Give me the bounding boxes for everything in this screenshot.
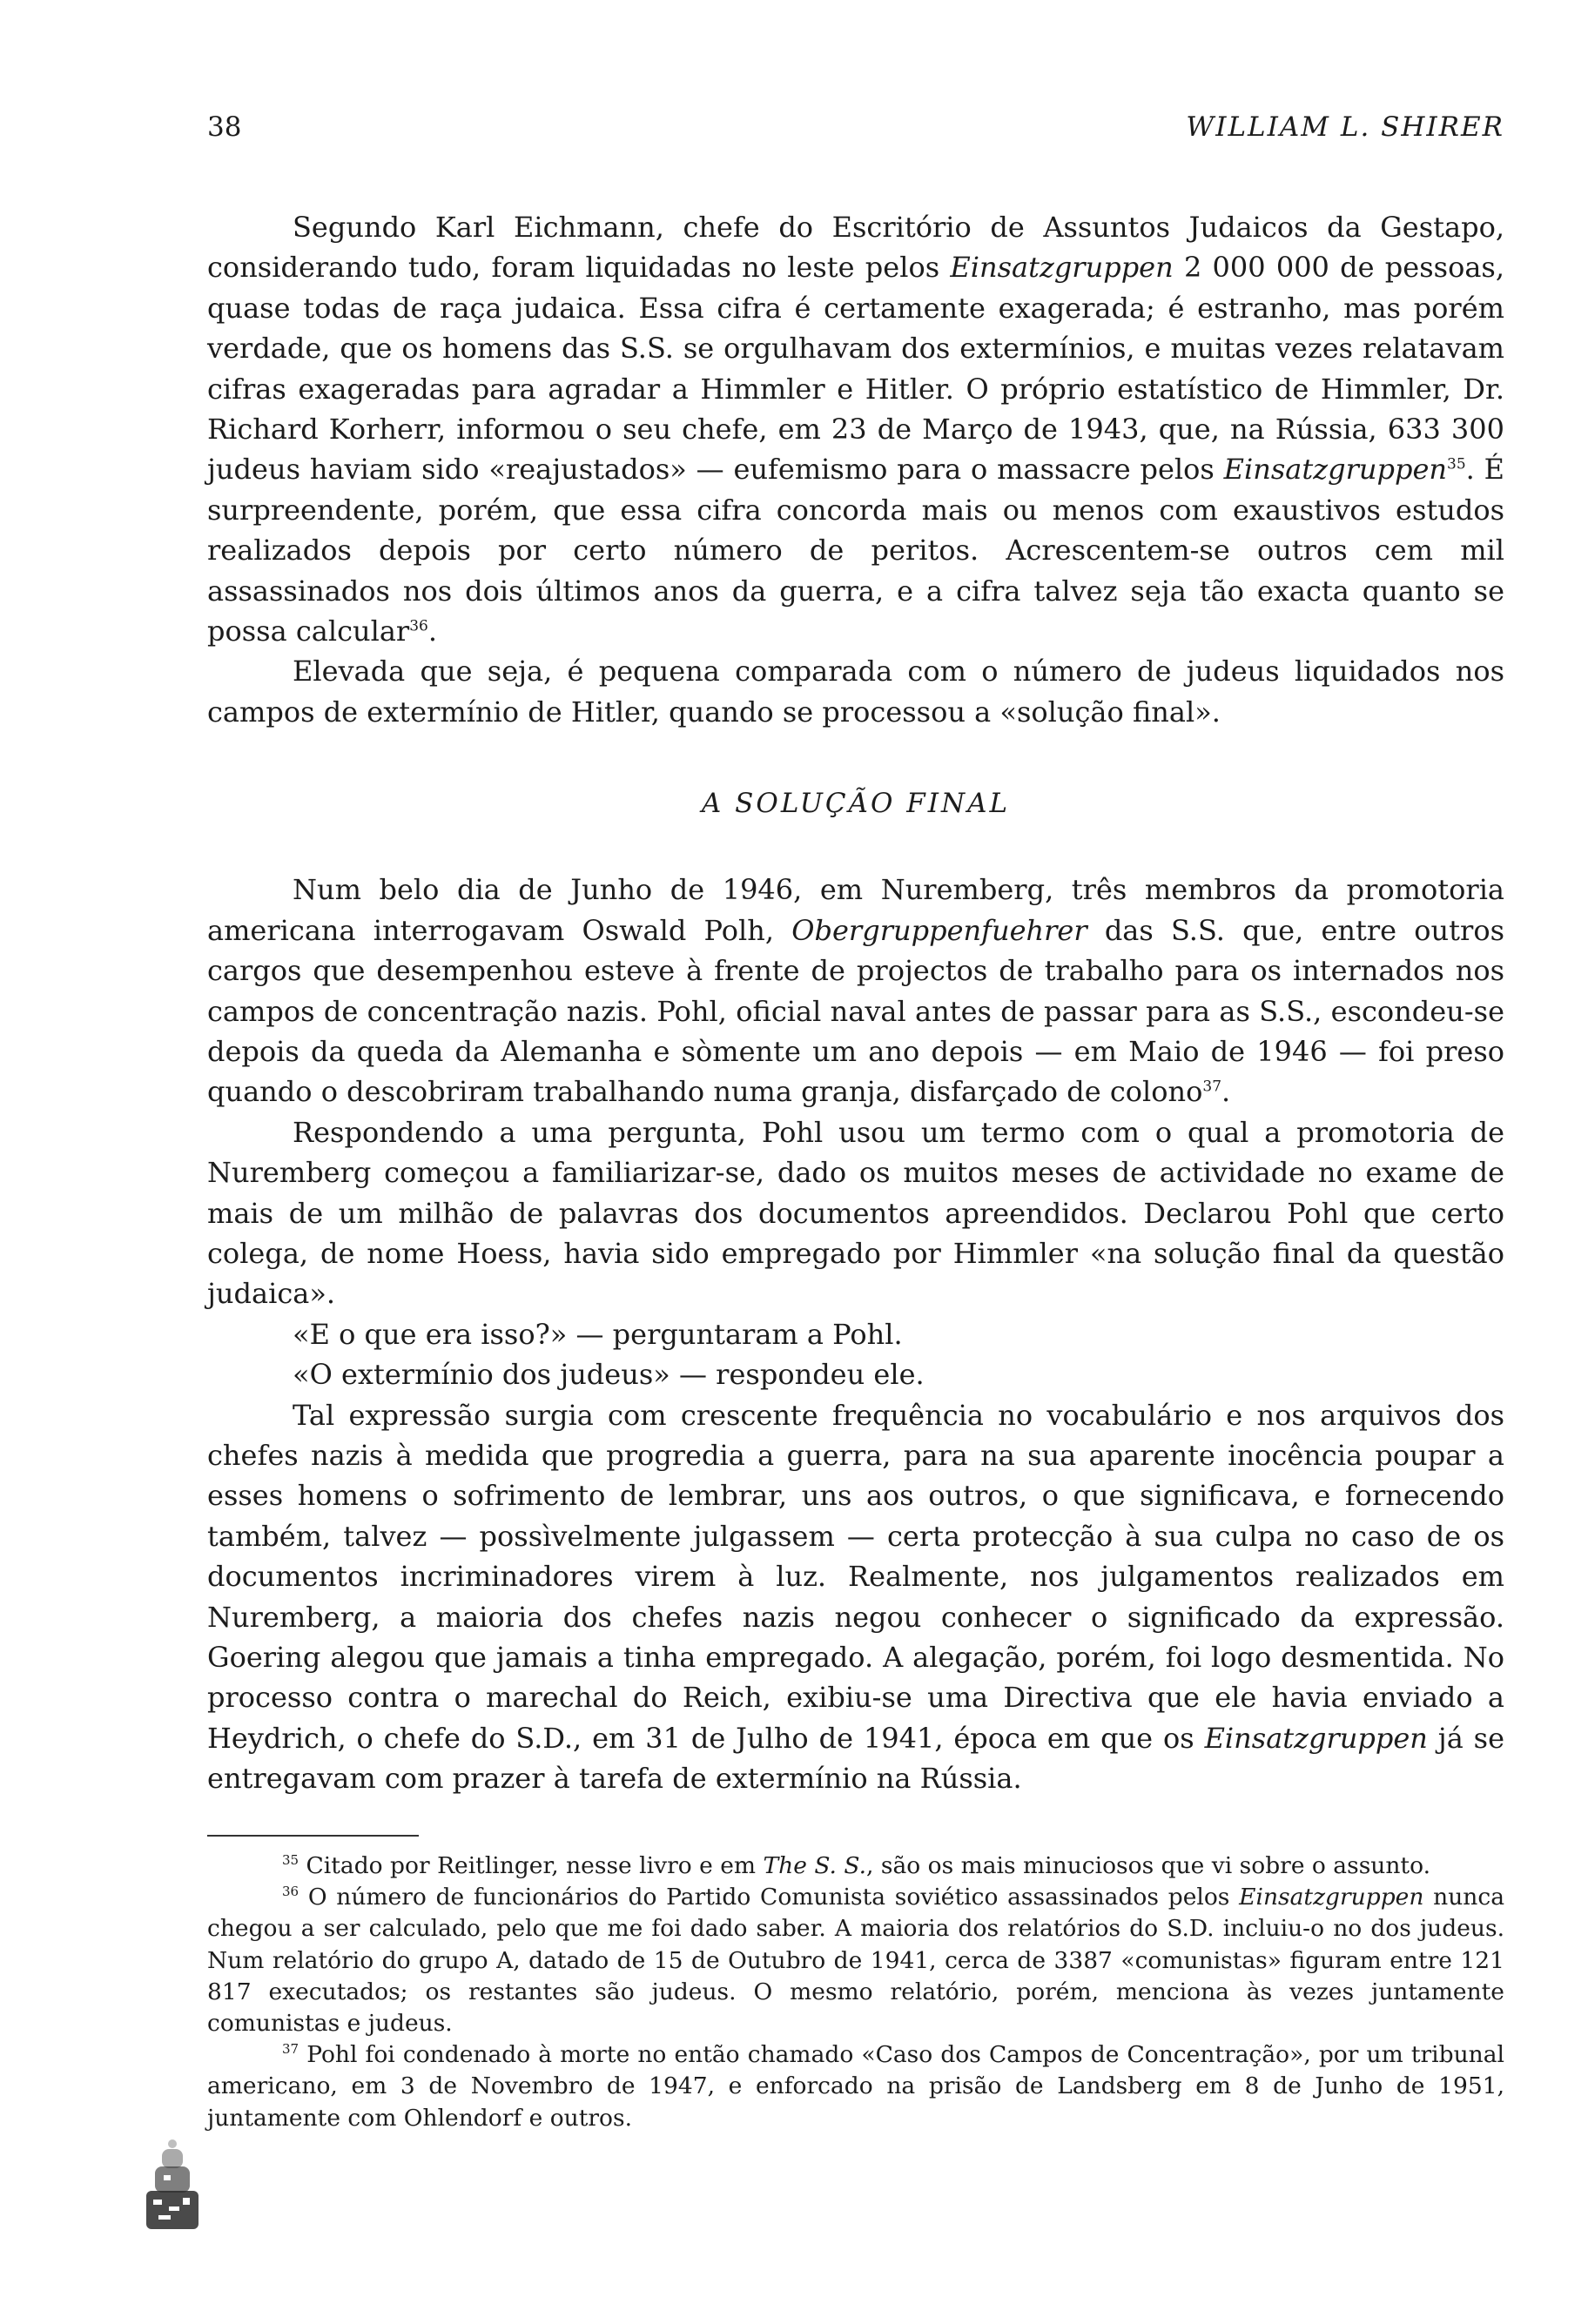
section-heading: A SOLUÇÃO FINAL bbox=[701, 788, 1011, 820]
main-text bbox=[207, 207, 1504, 1799]
italic-term: Obergruppenfuehrer bbox=[791, 913, 1087, 947]
italic-term: Einsatzgruppen bbox=[1239, 1884, 1424, 1911]
paragraph bbox=[207, 870, 1504, 1112]
text-run: 2 000 000 de pessoas, quase todas de raça judaica. Essa cifra é certamente exagerada; é estranho, mas porém verdade, que os homens das S.S. se orgulhavam dos extermínios, e muitas vezes relatavam cifras exageradas para agradar a Himmler e Hitler. O próprio estatístico de Himmler, Dr. Richard Korherr, informou o seu chefe, em 23 de Março de 1943, que, na Rússia, 633 300 judeus haviam sido «reajustados» — eufemismo para o massacre pelos bbox=[207, 251, 1505, 487]
text-run: , são os mais minuciosos que vi sobre o assunto. bbox=[866, 1852, 1430, 1879]
text-run: das S.S. que, entre outros cargos que desempenhou esteve à frente de projectos de trabalho para os internados nos campos de concentração nazis. Pohl, oficial naval antes de passar para as S.S., escondeu-se depois da queda da Alemanha e sòmente um ano depois — em Maio de 1946 — foi preso quando o descobriram trabalhando numa granja, disfarçado de colono bbox=[207, 913, 1505, 1109]
text-run: Num belo dia de Junho de 1946, em Nuremberg, três membros da promotoria americana interrogavam Oswald Polh, bbox=[207, 873, 1504, 947]
paragraph bbox=[207, 1354, 1504, 1394]
text-run: Tal expressão surgia com crescente frequência no vocabulário e nos arquivos dos chefes nazis à medida que progredia a guerra, para na sua aparente inocência poupar a esses homens o sofrimento de lembrar, uns aos outros, o que significava, e fornecendo também, talvez — possìvelmente julgassem — certa protecção à sua culpa no caso de os documentos incriminadores virem à luz. Realmente, nos julgamentos realizados em Nuremberg, a maioria dos chefes nazis negou conhecer o significado da expressão. Goering alegou que jamais a tinha empregado. A alegação, porém, foi logo desmentida. No processo contra o marechal do Reich, exibiu-se uma Directiva que ele havia enviado a Heydrich, o chefe do S.D., em 31 de Julho de 1941, época em que os bbox=[207, 1398, 1504, 1755]
footnote-ref: 37 bbox=[282, 2041, 299, 2058]
italic-term: Einsatzgruppen bbox=[950, 251, 1174, 285]
text-run: já se entregavam com prazer à tarefa de extermínio na Rússia. bbox=[207, 1721, 1505, 1796]
text-run: . É surpreendente, porém, que essa cifra concorda mais ou menos com exaustivos estudos realizados depois por certo número de peritos. Acrescentem-se outros cem mil assassinados nos dois últimos anos da guerra, e a cifra talvez seja tão exacta quanto se possa calcular bbox=[207, 453, 1505, 648]
page-number: 38 bbox=[207, 111, 242, 143]
text-run: Segundo Karl Eichmann, chefe do Escritório de Assuntos Judaicos da Gestapo, considerando tudo, foram liquidadas no leste pelos bbox=[207, 211, 1504, 285]
footnote-ref: 35 bbox=[282, 1852, 299, 1869]
footnote-ref: 36 bbox=[409, 617, 428, 635]
text-run: «O extermínio dos judeus» — respondeu ele. bbox=[293, 1358, 925, 1392]
footnote bbox=[207, 2039, 1504, 2134]
italic-term: The S. S. bbox=[763, 1852, 867, 1879]
footnotes bbox=[207, 1835, 1504, 2134]
footnote-list bbox=[207, 1850, 1504, 2134]
text-run: Pohl foi condenado à morte no então chamado «Caso dos Campos de Concentração», por um tribunal americano, em 3 de Novembro de 1947, e enforcado na prisão de Landsberg em 8 de Junho de 1951, juntamente com Ohlendorf e outros. bbox=[207, 2041, 1504, 2132]
text-run: Citado por Reitlinger, nesse livro e em bbox=[299, 1852, 764, 1879]
italic-term: Einsatzgruppen bbox=[1223, 453, 1447, 487]
text-run: Respondendo a uma pergunta, Pohl usou um termo com o qual a promotoria de Nuremberg começou a familiarizar-se, dado os muitos meses de actividade no exame de mais de um milhão de palavras dos documentos apreendidos. Declarou Pohl que certo colega, de nome Hoess, havia sido empregado por Himmler «na solução final da questão judaica». bbox=[207, 1115, 1504, 1311]
paragraph bbox=[207, 651, 1504, 732]
paragraph bbox=[207, 1314, 1504, 1354]
paragraphs-bottom bbox=[207, 870, 1504, 1798]
footnote-ref: 37 bbox=[1202, 1078, 1222, 1096]
text-run: Elevada que seja, é pequena comparada com o número de judeus liquidados nos campos de extermínio de Hitler, quando se processou a «solução final». bbox=[207, 655, 1504, 729]
footnote-ref: 35 bbox=[1447, 455, 1466, 474]
text-run: «E o que era isso?» — perguntaram a Pohl. bbox=[293, 1317, 903, 1351]
library-stamp-icon bbox=[129, 2137, 216, 2234]
text-run: . bbox=[1221, 1075, 1231, 1109]
paragraphs-top bbox=[207, 207, 1504, 732]
paragraph bbox=[207, 1112, 1504, 1314]
paragraph bbox=[207, 207, 1504, 651]
paragraph bbox=[207, 1395, 1504, 1799]
italic-term: Einsatzgruppen bbox=[1204, 1721, 1428, 1755]
text-run: O número de funcionários do Partido Comunista soviético assassinados pelos bbox=[299, 1884, 1240, 1911]
footnote-ref: 36 bbox=[282, 1884, 299, 1900]
footnote bbox=[207, 1850, 1504, 1882]
running-head: WILLIAM L. SHIRER bbox=[1186, 111, 1504, 143]
footnote-rule bbox=[207, 1835, 419, 1837]
page-header bbox=[207, 111, 1504, 164]
text-run: nunca chegou a ser calculado, pelo que me foi dado saber. A maioria dos relatórios do S.D. incluiu-o no dos judeus. Num relatório do grupo A, datado de 15 de Outubro de 1941, cerca de 3387 «comunistas» figuram entre 121 817 executados; os restantes são judeus. O mesmo relatório, porém, menciona às vezes juntamente comunistas e judeus. bbox=[207, 1884, 1505, 2038]
footnote bbox=[207, 1882, 1504, 2039]
text-run: . bbox=[427, 615, 438, 648]
